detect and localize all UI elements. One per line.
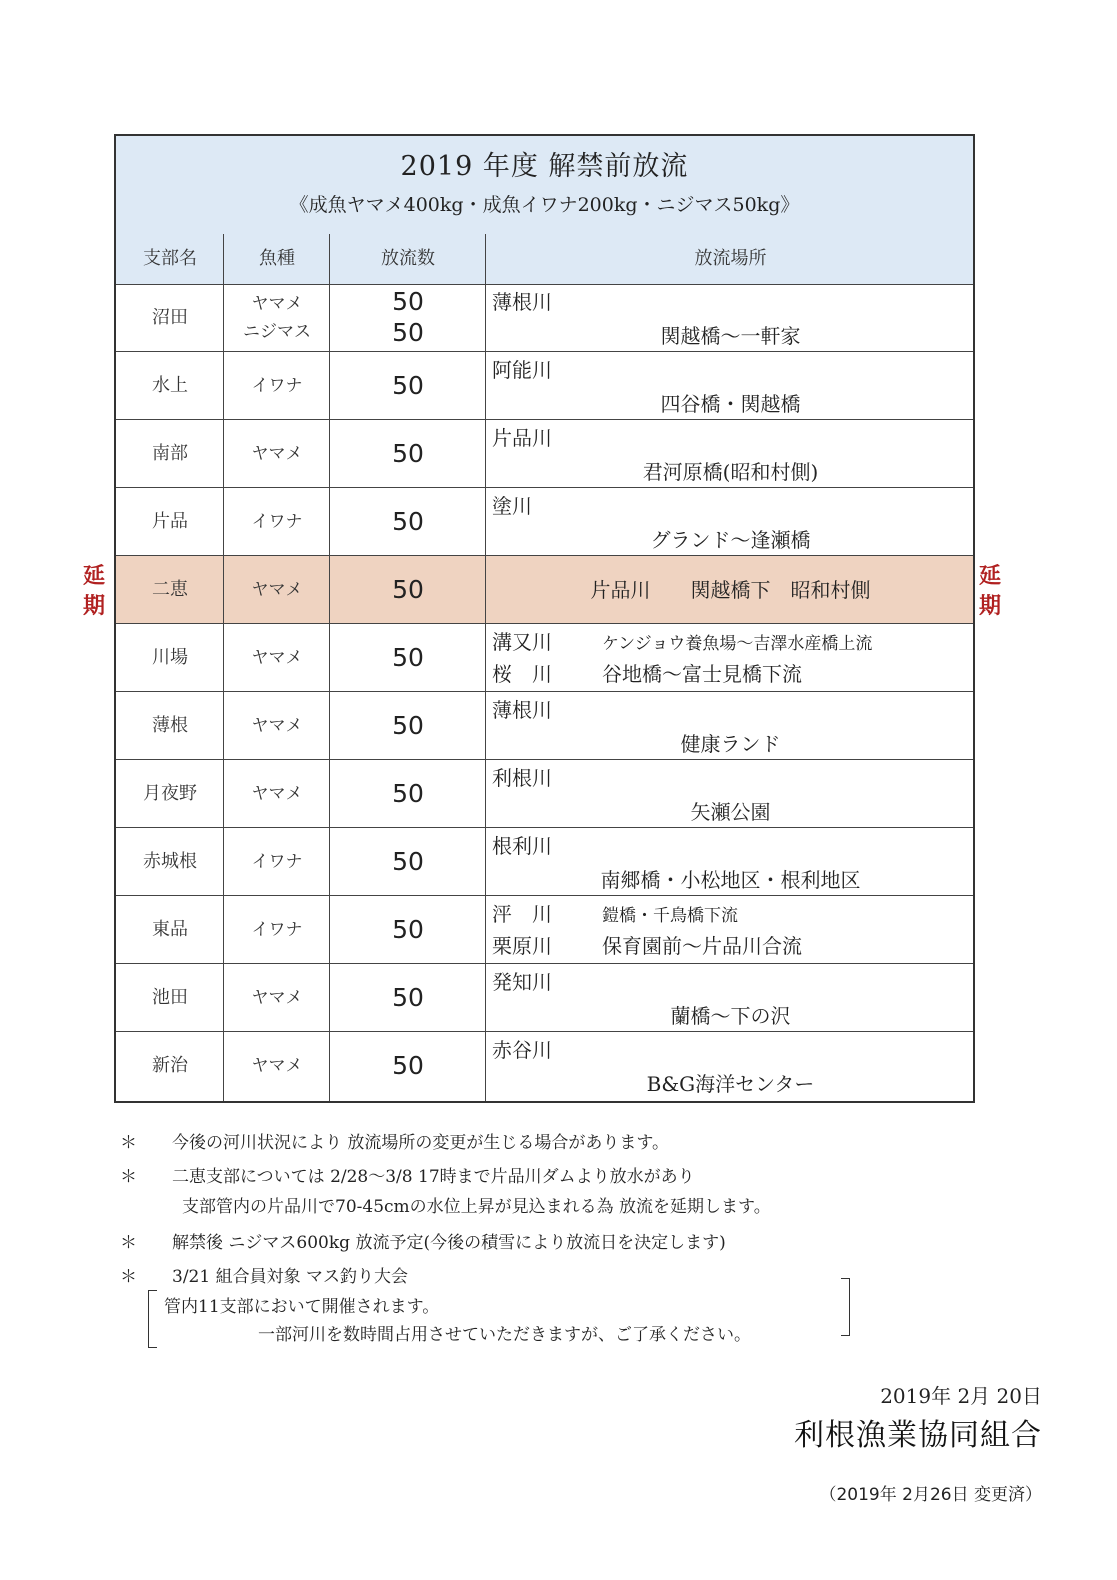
fish-species: ヤマメ bbox=[251, 444, 303, 464]
asterisk: ＊ bbox=[120, 1267, 137, 1287]
release-place-cell bbox=[488, 420, 973, 488]
river-name: 塗川 bbox=[492, 494, 532, 518]
branch-name: 川場 bbox=[152, 647, 188, 668]
branch-name: 薄根 bbox=[152, 715, 188, 736]
fish-species-cell bbox=[224, 1032, 330, 1100]
release-place-line bbox=[492, 658, 802, 687]
table-title: 2019 年度 解禁前放流 bbox=[400, 151, 689, 182]
release-place-cell bbox=[488, 624, 973, 692]
release-count: 50 bbox=[392, 287, 424, 316]
column-divider bbox=[223, 234, 224, 1101]
fish-species-cell bbox=[224, 420, 330, 488]
table-row bbox=[116, 284, 973, 352]
table-row bbox=[116, 964, 973, 1032]
branch-name: 月夜野 bbox=[143, 783, 197, 804]
release-count: 50 bbox=[392, 371, 424, 400]
release-count: 50 bbox=[392, 711, 424, 740]
location-name: 矢瀬公園 bbox=[690, 800, 771, 824]
fish-species-cell bbox=[224, 556, 330, 624]
branch-name: 赤城根 bbox=[143, 851, 197, 872]
release-count-cell bbox=[330, 284, 486, 352]
postponed-text: 延 期 bbox=[978, 564, 1001, 619]
release-count-cell bbox=[330, 692, 486, 760]
table-row bbox=[116, 488, 973, 556]
release-count: 50 bbox=[392, 915, 424, 944]
release-count-cell bbox=[330, 896, 486, 964]
fish-species: ヤマメ bbox=[251, 716, 303, 736]
release-place-line bbox=[492, 626, 872, 655]
release-count-cell bbox=[330, 1032, 486, 1100]
fish-species-cell bbox=[224, 896, 330, 964]
fish-species-cell bbox=[224, 964, 330, 1032]
location-name: 鎧橋・千鳥橋下流 bbox=[602, 906, 738, 926]
column-divider bbox=[485, 234, 486, 1101]
release-place-line bbox=[492, 930, 802, 959]
organization-name: 利根漁業協同組合 bbox=[794, 1418, 1042, 1453]
branch-name: 池田 bbox=[152, 987, 188, 1008]
location-name: 南郷橋・小松地区・根利地区 bbox=[600, 868, 861, 892]
location-name: 君河原橋(昭和村側) bbox=[642, 460, 819, 484]
release-place-cell bbox=[488, 896, 973, 964]
location-name: 四谷橋・関越橋 bbox=[660, 392, 801, 416]
postponed-label-right bbox=[976, 562, 1004, 622]
change-note: （2019年 2月26日 変更済） bbox=[819, 1485, 1042, 1505]
branch-name: 二恵 bbox=[152, 579, 188, 600]
release-place-cell bbox=[488, 1032, 973, 1100]
fish-species-cell bbox=[224, 352, 330, 420]
river-name: 発知川 bbox=[492, 970, 552, 994]
release-count-cell bbox=[330, 352, 486, 420]
location-name: グランド～逢瀬橋 bbox=[650, 528, 811, 552]
release-place-cell bbox=[488, 760, 973, 828]
river-name: 根利川 bbox=[492, 834, 552, 858]
fish-species: ヤマメ bbox=[251, 988, 303, 1008]
fish-species: ヤマメ bbox=[251, 784, 303, 804]
asterisk: ＊ bbox=[120, 1133, 137, 1153]
table-row bbox=[116, 624, 973, 692]
asterisk: ＊ bbox=[120, 1233, 137, 1253]
fish-species-cell bbox=[224, 284, 330, 352]
fish-species: ヤマメ bbox=[251, 580, 303, 600]
release-count: 50 bbox=[392, 847, 424, 876]
release-count: 50 bbox=[392, 1051, 424, 1080]
branch-name: 東品 bbox=[152, 919, 188, 940]
fish-species-cell bbox=[224, 760, 330, 828]
branch-name: 新治 bbox=[152, 1055, 188, 1076]
river-name: 桜 川 bbox=[492, 662, 552, 686]
table-title-block bbox=[116, 136, 973, 235]
table-header bbox=[116, 234, 973, 285]
header-count: 放流数 bbox=[381, 248, 435, 269]
river-name: 栗原川 bbox=[492, 934, 552, 958]
postponed-text: 延 期 bbox=[82, 564, 105, 619]
table-row bbox=[116, 760, 973, 828]
release-table bbox=[114, 134, 975, 1103]
tournament-line-2: 一部河川を数時間占用させていただきますが、ご了承ください。 bbox=[258, 1325, 751, 1345]
river-name: 赤谷川 bbox=[492, 1038, 552, 1062]
location-name: 関越橋～一軒家 bbox=[660, 324, 801, 348]
table-row bbox=[116, 1032, 973, 1100]
release-place-line bbox=[492, 898, 738, 927]
release-place-cell bbox=[488, 828, 973, 896]
river-name: 片品川 bbox=[492, 426, 552, 450]
fish-species-cell bbox=[224, 624, 330, 692]
release-place-cell bbox=[488, 352, 973, 420]
release-count: 50 bbox=[392, 575, 424, 604]
table-row bbox=[116, 692, 973, 760]
column-divider bbox=[329, 234, 330, 1101]
location-name: 谷地橋～富士見橋下流 bbox=[602, 662, 802, 686]
header-fish: 魚種 bbox=[259, 248, 295, 269]
river-name: 阿能川 bbox=[492, 358, 552, 382]
table-row bbox=[116, 896, 973, 964]
release-place: 片品川 関越橋下 昭和村側 bbox=[590, 578, 871, 602]
release-place-cell bbox=[488, 284, 973, 352]
fish-species: ヤマメ bbox=[251, 1056, 303, 1076]
location-name: 蘭橋～下の沢 bbox=[670, 1004, 791, 1028]
fish-species: ニジマス bbox=[243, 322, 311, 342]
note-text: 解禁後 ニジマス600kg 放流予定(今後の積雪により放流日を決定します) bbox=[172, 1233, 726, 1253]
river-name: 溝又川 bbox=[492, 630, 552, 654]
fish-species: イワナ bbox=[251, 920, 303, 940]
release-count-cell bbox=[330, 556, 486, 624]
river-name: 利根川 bbox=[492, 766, 552, 790]
release-count: 50 bbox=[392, 318, 424, 347]
fish-species: イワナ bbox=[251, 512, 303, 532]
release-count: 50 bbox=[392, 779, 424, 808]
issue-date: 2019年 2月 20日 bbox=[880, 1384, 1042, 1408]
release-count-cell bbox=[330, 488, 486, 556]
release-place-cell bbox=[488, 692, 973, 760]
postponed-label-left bbox=[80, 562, 108, 622]
tournament-line-1: 管内11支部において開催されます。 bbox=[164, 1297, 440, 1317]
fish-species-cell bbox=[224, 692, 330, 760]
release-count: 50 bbox=[392, 643, 424, 672]
note-text: 3/21 組合員対象 マス釣り大会 bbox=[172, 1267, 408, 1287]
river-name: 薄根川 bbox=[492, 290, 552, 314]
table-subtitle: 《成魚ヤマメ400kg・成魚イワナ200kg・ニジマス50kg》 bbox=[289, 194, 800, 216]
right-bracket bbox=[841, 1278, 850, 1336]
fish-species: イワナ bbox=[251, 852, 303, 872]
note-text: 今後の河川状況により 放流場所の変更が生じる場合があります。 bbox=[172, 1133, 670, 1153]
fish-species: イワナ bbox=[251, 376, 303, 396]
header-place: 放流場所 bbox=[694, 248, 767, 269]
fish-species-cell bbox=[224, 828, 330, 896]
release-count-cell bbox=[330, 828, 486, 896]
release-count-cell bbox=[330, 760, 486, 828]
table-row bbox=[116, 828, 973, 896]
release-count-cell bbox=[330, 624, 486, 692]
release-count: 50 bbox=[392, 439, 424, 468]
river-name: 薄根川 bbox=[492, 698, 552, 722]
fish-species: ヤマメ bbox=[251, 648, 303, 668]
header-branch: 支部名 bbox=[143, 248, 197, 269]
asterisk: ＊ bbox=[120, 1167, 137, 1187]
left-bracket bbox=[148, 1290, 157, 1348]
table-row bbox=[116, 420, 973, 488]
release-count-cell bbox=[330, 964, 486, 1032]
location-name: B&G海洋センター bbox=[646, 1072, 815, 1096]
release-count-cell bbox=[330, 420, 486, 488]
branch-name: 水上 bbox=[152, 375, 188, 396]
release-place-cell bbox=[488, 964, 973, 1032]
location-name: 保育園前～片品川合流 bbox=[602, 934, 802, 958]
note-text: 支部管内の片品川で70-45cmの水位上昇が見込まれる為 放流を延期します。 bbox=[182, 1197, 771, 1217]
release-place-cell bbox=[488, 488, 973, 556]
release-count: 50 bbox=[392, 983, 424, 1012]
release-place-cell bbox=[488, 556, 973, 624]
branch-name: 南部 bbox=[152, 443, 188, 464]
note-text: 二恵支部については 2/28～3/8 17時まで片品川ダムより放水があり bbox=[172, 1167, 695, 1187]
tournament-note-box bbox=[148, 1290, 850, 1346]
table-row bbox=[116, 352, 973, 420]
fish-species: ヤマメ bbox=[251, 294, 303, 314]
location-name: ケンジョウ養魚場～吉澤水産橋上流 bbox=[602, 634, 873, 654]
release-count: 50 bbox=[392, 507, 424, 536]
fish-species-cell bbox=[224, 488, 330, 556]
branch-name: 沼田 bbox=[152, 307, 188, 328]
table-row bbox=[116, 556, 973, 624]
branch-name: 片品 bbox=[152, 511, 188, 532]
location-name: 健康ランド bbox=[680, 732, 781, 756]
river-name: 泙 川 bbox=[492, 902, 552, 926]
